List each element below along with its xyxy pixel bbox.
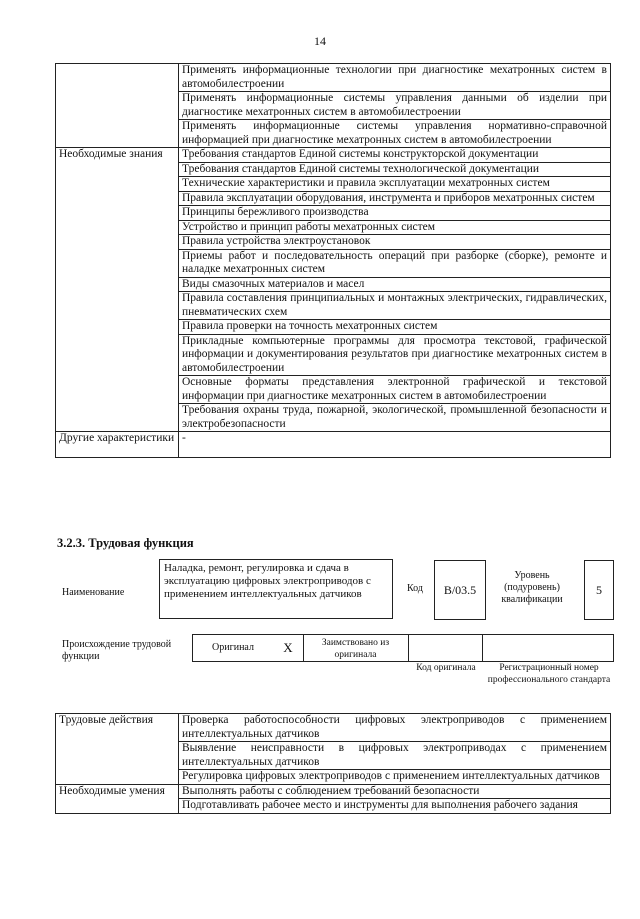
knowledge-row: Приемы работ и последовательность операций при разборке (сборке), ремонте и наладке мехатронных систем	[179, 249, 611, 277]
actions-table	[55, 713, 611, 814]
function-code: B/03.5	[434, 560, 486, 620]
other-label: Другие характеристики	[56, 432, 179, 458]
code-origin-cell	[408, 635, 483, 661]
knowledge-row: Требования охраны труда, пожарной, экологической, промышленной безопасности и электробезопасности	[179, 404, 611, 432]
borrowed-label: Заимствовано из оригинала	[321, 638, 390, 660]
origin-row	[192, 634, 614, 662]
original-label: Оригинал	[212, 642, 254, 653]
knowledge-row: Правила составления принципиальных и монтажных электрических, гидравлических, пневматических схем	[179, 292, 611, 320]
knowledge-row: Виды смазочных материалов и масел	[179, 277, 611, 292]
skill-row: Применять информационные системы управления нормативно-справочной информацией при диагностике мехатронных систем в автомобилестроении	[179, 120, 611, 148]
knowledge-row: Требования стандартов Единой системы технологической документации	[179, 162, 611, 177]
empty-label-cell	[56, 64, 179, 148]
knowledge-row: Технические характеристики и правила эксплуатации мехатронных систем	[179, 177, 611, 192]
code-origin-caption: Код оригинала	[416, 663, 476, 673]
level-label: Уровень (подуровень) квалификации	[501, 570, 563, 605]
knowledge-row: Правила проверки на точность мехатронных систем	[179, 320, 611, 335]
skill-row: Подготавливать рабочее место и инструменты для выполнения рабочего задания	[179, 799, 611, 814]
origin-label: Происхождение трудовой функции	[62, 639, 172, 662]
skill-row: Применять информационные системы управления данными об изделии при диагностике мехатронных систем в автомобилестроении	[179, 92, 611, 120]
knowledge-label: Необходимые знания	[56, 148, 179, 432]
knowledge-row: Устройство и принцип работы мехатронных систем	[179, 220, 611, 235]
action-row: Выявление неисправности в цифровых электроприводах с применением интеллектуальных датчиков	[179, 742, 611, 770]
other-value: -	[179, 432, 611, 458]
skill-row: Применять информационные технологии при диагностике мехатронных систем в автомобилестроении	[179, 64, 611, 92]
actions-label: Трудовые действия	[56, 714, 179, 785]
knowledge-table	[55, 63, 611, 458]
action-row: Регулировка цифровых электроприводов с применением интеллектуальных датчиков	[179, 770, 611, 785]
name-label: Наименование	[62, 587, 125, 598]
knowledge-row: Правила устройства электроустановок	[179, 235, 611, 250]
code-label: Код	[407, 583, 423, 594]
knowledge-row: Правила эксплуатации оборудования, инструмента и приборов мехатронных систем	[179, 191, 611, 206]
section-title: 3.2.3. Трудовая функция	[57, 536, 194, 550]
action-row: Проверка работоспособности цифровых электроприводов с применением интеллектуальных датчиков	[179, 714, 611, 742]
skills-label: Необходимые умения	[56, 784, 179, 813]
page-number: 14	[314, 34, 326, 48]
reg-number-caption: Регистрационный номер профессионального стандарта	[487, 663, 611, 685]
knowledge-row: Основные форматы представления электронной графической и текстовой информации при диагностике мехатронных систем в автомобилестроении	[179, 376, 611, 404]
knowledge-row: Принципы бережливого производства	[179, 206, 611, 221]
function-name: Наладка, ремонт, регулировка и сдача в эксплуатацию цифровых электроприводов с применением интеллектуальных датчиков	[159, 559, 393, 619]
knowledge-row: Требования стандартов Единой системы конструкторской документации	[179, 148, 611, 163]
skill-row: Выполнять работы с соблюдением требований безопасности	[179, 784, 611, 799]
knowledge-row: Прикладные компьютерные программы для просмотра текстовой, графической информации и документирования результатов при диагностике мехатронных систем в автомобилестроении	[179, 334, 611, 376]
original-mark: X	[273, 635, 304, 661]
level-value: 5	[584, 560, 614, 620]
